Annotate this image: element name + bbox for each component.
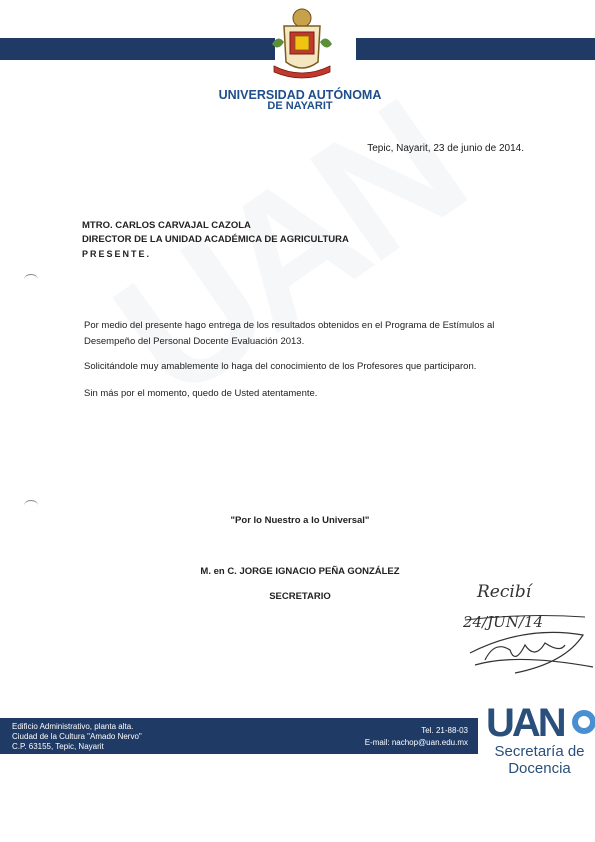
header-band-left (0, 38, 275, 60)
logo-letters: UAN (486, 701, 564, 740)
university-name-line2: DE NAYARIT (267, 100, 333, 112)
footer-address-line2: Ciudad de la Cultura "Amado Nervo" (12, 732, 142, 741)
greeting: PRESENTE. (82, 249, 152, 259)
header-band-right (356, 38, 595, 60)
paragraph-3: Sin más por el momento, quedo de Usted atentamente. (84, 388, 318, 399)
signer-name: M. en C. JORGE IGNACIO PEÑA GONZÁLEZ (200, 566, 400, 577)
scan-mark (24, 500, 38, 511)
university-name-line1: UNIVERSIDAD AUTÓNOMA (218, 88, 382, 102)
handwritten-date: 24/JUN/14 (463, 613, 544, 631)
footer-address-line1: Edificio Administrativo, planta alta. (12, 722, 134, 731)
handwritten-receipt-signature (455, 565, 595, 685)
recipient-name: MTRO. CARLOS CARVAJAL CAZOLA (82, 220, 251, 231)
uan-logo-icon (484, 700, 595, 740)
footer-email: E-mail: nachop@uan.edu.mx (364, 738, 468, 747)
logo-caption-line1: Secretaría de (494, 743, 585, 760)
motto: "Por lo Nuestro a lo Universal" (230, 515, 370, 526)
signer-role: SECRETARIO (269, 591, 331, 602)
handwritten-received: Recibí (477, 582, 532, 602)
footer-phone: Tel. 21-88-03 (421, 726, 468, 735)
scan-mark (24, 274, 38, 285)
logo-caption-line2: Docencia (508, 760, 571, 777)
university-seal-icon (262, 4, 342, 84)
recipient-title: DIRECTOR DE LA UNIDAD ACADÉMICA DE AGRICULTURA (82, 234, 349, 245)
paragraph-1-line-2: Desempeño del Personal Docente Evaluación 2013. (84, 336, 305, 347)
paragraph-2: Solicitándole muy amablemente lo haga del conocimiento de los Profesores que participaron. (84, 361, 477, 372)
letter-date: Tepic, Nayarit, 23 de junio de 2014. (367, 143, 524, 154)
footer-address-line3: C.P. 63155, Tepic, Nayarit (12, 742, 104, 751)
paragraph-1-line-1: Por medio del presente hago entrega de los resultados obtenidos en el Programa de Estímulos al (84, 320, 495, 331)
